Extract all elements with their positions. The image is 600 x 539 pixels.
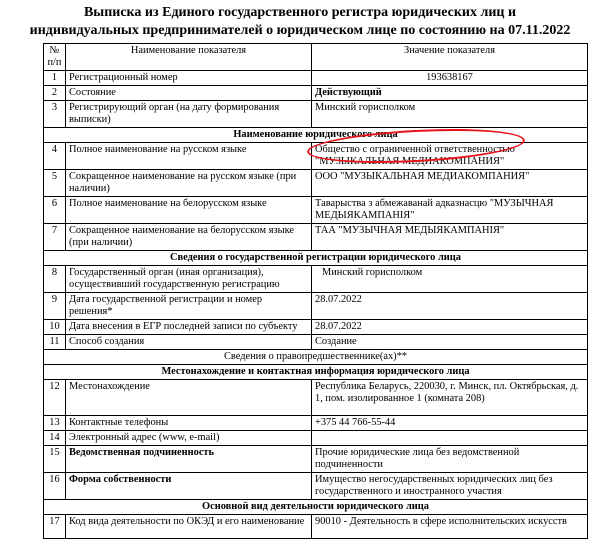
row-value: Общество с ограниченной ответственностью "МУЗЫКАЛЬНАЯ МЕДИАКОМПАНИЯ"	[312, 143, 588, 170]
row-value: Действующий	[312, 86, 588, 101]
row-name: Электронный адрес (www, e-mail)	[66, 431, 312, 446]
row-number: 13	[44, 416, 66, 431]
row-name: Ведомственная подчиненность	[66, 446, 312, 473]
table-row	[44, 416, 588, 431]
row-name: Полное наименование на русском языке	[66, 143, 312, 170]
row-value: 28.07.2022	[312, 293, 588, 320]
table-row	[44, 380, 588, 416]
table-row	[44, 473, 588, 500]
section-header	[44, 365, 588, 380]
row-value: +375 44 766-55-44	[312, 416, 588, 431]
section-header	[44, 251, 588, 266]
section-title: Наименование юридического лица	[44, 128, 588, 143]
table-row	[44, 266, 588, 293]
row-value: Имущество негосударственных юридических лиц без государственного и иностранного участия	[312, 473, 588, 500]
row-number: 2	[44, 86, 66, 101]
table-row	[44, 446, 588, 473]
row-name: Сокращенное наименование на русском языке (при наличии)	[66, 170, 312, 197]
row-value: Минский горисполком	[312, 266, 588, 293]
section-title: Сведения о государственной регистрации юридического лица	[44, 251, 588, 266]
table-row	[44, 431, 588, 446]
row-value: 28.07.2022	[312, 320, 588, 335]
row-number: 7	[44, 224, 66, 251]
table-row	[44, 293, 588, 320]
row-number: 9	[44, 293, 66, 320]
predecessor-row	[44, 350, 588, 365]
row-value	[312, 431, 588, 446]
row-value: 90010 - Деятельность в сфере исполнительских искусств	[312, 515, 588, 539]
register-extract-table	[43, 43, 588, 539]
row-number: 12	[44, 380, 66, 416]
table-row	[44, 143, 588, 170]
table-row	[44, 224, 588, 251]
row-name: Дата государственной регистрации и номер решения*	[66, 293, 312, 320]
table-row	[44, 320, 588, 335]
row-value: 193638167	[312, 71, 588, 86]
row-name: Форма собственности	[66, 473, 312, 500]
row-name: Контактные телефоны	[66, 416, 312, 431]
table-header-row	[44, 44, 588, 71]
row-number: 15	[44, 446, 66, 473]
table-row	[44, 71, 588, 86]
header-indicator-value: Значение показателя	[312, 44, 588, 71]
section-title: Местонахождение и контактная информация юридического лица	[44, 365, 588, 380]
predecessor-info: Сведения о правопредшественнике(ах)**	[44, 350, 588, 365]
row-value: Прочие юридические лица без ведомственной подчиненности	[312, 446, 588, 473]
row-value: Создание	[312, 335, 588, 350]
row-number: 5	[44, 170, 66, 197]
document-title	[0, 4, 600, 40]
section-title: Основной вид деятельности юридического лица	[44, 500, 588, 515]
row-name: Сокращенное наименование на белорусском языке (при наличии)	[66, 224, 312, 251]
row-name: Состояние	[66, 86, 312, 101]
row-name: Регистрационный номер	[66, 71, 312, 86]
row-value: Таварыства з абмежаванай адказнасцю "МУЗЫЧНАЯ МЕДЫЯКАМПАНІЯ"	[312, 197, 588, 224]
row-number: 6	[44, 197, 66, 224]
row-number: 16	[44, 473, 66, 500]
section-header	[44, 500, 588, 515]
row-name: Местонахождение	[66, 380, 312, 416]
row-name: Способ создания	[66, 335, 312, 350]
row-value: ТАА "МУЗЫЧНАЯ МЕДЫЯКАМПАНІЯ"	[312, 224, 588, 251]
table-row	[44, 101, 588, 128]
header-indicator-name: Наименование показателя	[66, 44, 312, 71]
row-name: Государственный орган (иная организация), осуществивший государственную регистрацию	[66, 266, 312, 293]
row-name: Регистрирующий орган (на дату формирования выписки)	[66, 101, 312, 128]
row-number: 17	[44, 515, 66, 539]
row-number: 10	[44, 320, 66, 335]
table-row	[44, 86, 588, 101]
table-row	[44, 197, 588, 224]
title-line-1: Выписка из Единого государственного регистра юридических лиц и	[83, 5, 517, 20]
title-line-2: индивидуальных предпринимателей о юридическом лице по состоянию на 07.11.2022	[29, 23, 571, 38]
row-number: 3	[44, 101, 66, 128]
section-header	[44, 128, 588, 143]
row-number: 14	[44, 431, 66, 446]
row-number: 11	[44, 335, 66, 350]
table-row	[44, 170, 588, 197]
row-name: Полное наименование на белорусском языке	[66, 197, 312, 224]
row-value: ООО "МУЗЫКАЛЬНАЯ МЕДИАКОМПАНИЯ"	[312, 170, 588, 197]
row-value: Республика Беларусь, 220030, г. Минск, пл. Октябрьская, д. 1, пом. изолированное 1 (комната 208)	[312, 380, 588, 416]
row-name: Дата внесения в ЕГР последней записи по субъекту	[66, 320, 312, 335]
row-number: 4	[44, 143, 66, 170]
row-value: Минский горисполком	[312, 101, 588, 128]
row-number: 1	[44, 71, 66, 86]
row-name: Код вида деятельности по ОКЭД и его наименование	[66, 515, 312, 539]
table-row	[44, 335, 588, 350]
header-number: № п/п	[44, 44, 66, 71]
table-row	[44, 515, 588, 539]
row-number: 8	[44, 266, 66, 293]
